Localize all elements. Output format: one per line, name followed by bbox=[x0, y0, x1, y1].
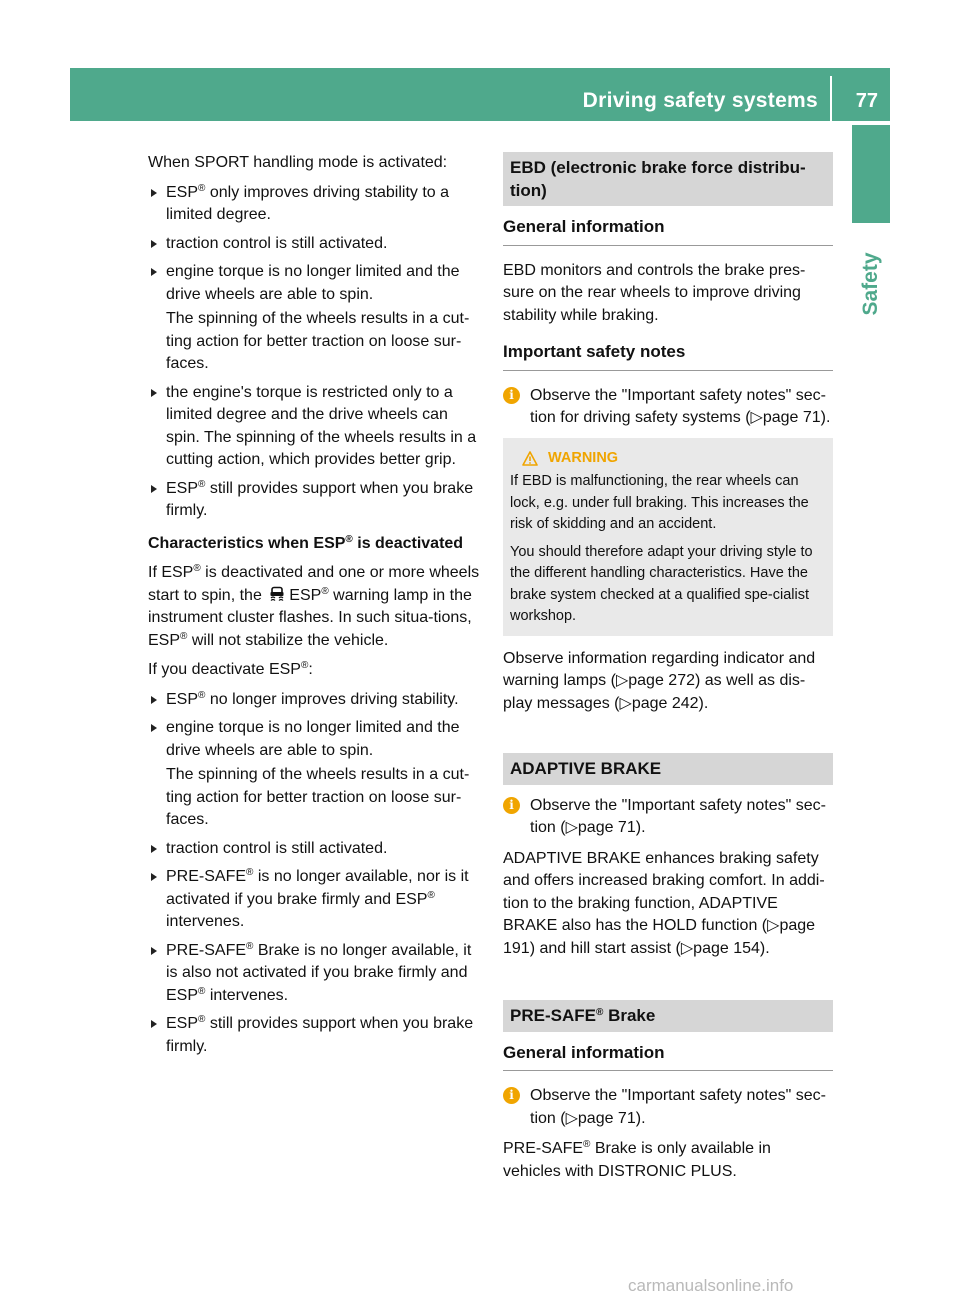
warning-box bbox=[503, 438, 833, 636]
warning-text: If EBD is malfunctioning, the rear wheels can lock, e.g. under full braking. This increases the risk of skidding and an accident. bbox=[510, 473, 809, 532]
page-link[interactable]: page 154 bbox=[693, 939, 760, 957]
page-arrow-icon: ▷ bbox=[619, 694, 632, 712]
ebd-safety-heading: Important safety notes bbox=[503, 341, 833, 371]
page-arrow-icon: ▷ bbox=[565, 1109, 578, 1127]
header-divider bbox=[830, 76, 832, 121]
list-item: the engine's torque is restricted only to a limited degree and the drive wheels can spin. The spinning of the wheels results in a cutting action, which provides better grip. bbox=[148, 382, 480, 472]
adaptive-info-note: i Observe the "Important safety notes" sec-tion (▷page 71). bbox=[503, 795, 833, 840]
warning-title: WARNING bbox=[548, 449, 619, 466]
ebd-general-text: EBD monitors and controls the brake pres-sure on the rear wheels to improve driving stability while braking. bbox=[503, 261, 806, 324]
page-arrow-icon: ▷ bbox=[615, 672, 629, 689]
warning-triangle-icon bbox=[522, 451, 538, 466]
ebd-heading: EBD (electronic brake force distribu-tion) bbox=[503, 152, 833, 206]
esp-warning-lamp-icon bbox=[269, 586, 285, 602]
info-icon: i bbox=[503, 1087, 520, 1104]
right-column bbox=[503, 152, 833, 1190]
list-item: traction control is still activated. bbox=[148, 233, 480, 256]
info-icon: i bbox=[503, 387, 520, 404]
list-item: ESP® only improves driving stability to a limited degree. bbox=[148, 182, 480, 227]
page-link[interactable]: page 242 bbox=[631, 694, 699, 712]
page-link[interactable]: page 71 bbox=[577, 819, 636, 836]
list-item-continuation: The spinning of the wheels results in a cut-ting action for better traction on loose sur-faces. bbox=[166, 766, 470, 828]
page-arrow-icon: ▷ bbox=[750, 409, 763, 426]
list-item: PRE-SAFE® Brake is no longer available, it is also not activated if you brake firmly and ESP® intervenes. bbox=[148, 940, 480, 1008]
page-arrow-icon: ▷ bbox=[767, 917, 780, 934]
page-arrow-icon: ▷ bbox=[565, 819, 578, 836]
section-tab-label: Safety bbox=[858, 252, 882, 316]
deactivate-intro: If you deactivate ESP®: bbox=[148, 660, 313, 678]
presafe-info-note: i Observe the "Important safety notes" sec-tion (▷page 71). bbox=[503, 1085, 833, 1130]
list-item: engine torque is no longer limited and the drive wheels are able to spin. bbox=[148, 261, 480, 306]
presafe-brake-text: PRE-SAFE® Brake is only available in vehicles with DISTRONIC PLUS. bbox=[503, 1139, 771, 1180]
left-column bbox=[148, 152, 480, 1064]
page-number: 77 bbox=[855, 90, 878, 112]
list-item: ESP® no longer improves driving stability. bbox=[148, 689, 480, 712]
observe-lamps-paragraph: Observe information regarding indicator and warning lamps (▷page 272) as well as dis-play messages (▷page 242). bbox=[503, 649, 816, 712]
sport-intro: When SPORT handling mode is activated: bbox=[148, 154, 448, 171]
presafe-general-heading: General information bbox=[503, 1042, 833, 1072]
page-header bbox=[70, 68, 890, 121]
section-tab-marker bbox=[852, 125, 890, 223]
info-icon: i bbox=[503, 797, 520, 814]
ebd-general-heading: General information bbox=[503, 216, 833, 246]
list-item: traction control is still activated. bbox=[148, 838, 480, 861]
esp-deactivated-paragraph: If ESP® is deactivated and one or more wheels start to spin, the ESP® warning lamp in the instrument cluster flashes. In such situa-tions, ESP® will not stabilize the vehicle. bbox=[148, 563, 480, 649]
page-arrow-icon: ▷ bbox=[680, 939, 694, 957]
list-item: engine torque is no longer limited and the drive wheels are able to spin. bbox=[148, 717, 480, 762]
page-link[interactable]: page 71 bbox=[577, 1109, 636, 1127]
adaptive-brake-text: ADAPTIVE BRAKE enhances braking safety and offers increased braking comfort. In addi-tion to the braking function, ADAPTIVE BRAKE also has the HOLD function (▷page 191) and hill start assist (▷page 154). bbox=[503, 849, 825, 957]
section-heading-esp-deactivated: Characteristics when ESP® is deactivated bbox=[148, 533, 464, 552]
adaptive-brake-heading: ADAPTIVE BRAKE bbox=[503, 753, 833, 785]
presafe-brake-heading: PRE-SAFE® Brake bbox=[503, 1000, 833, 1032]
section-tab[interactable] bbox=[852, 228, 890, 348]
list-item: ESP® still provides support when you brake firmly. bbox=[148, 478, 480, 523]
page-link[interactable]: page 272 bbox=[628, 672, 695, 689]
watermark: carmanualsonline.info bbox=[628, 1276, 794, 1295]
ebd-info-note: i Observe the "Important safety notes" sec-tion for driving safety systems (▷page 71). bbox=[503, 385, 833, 430]
warning-text: You should therefore adapt your driving style to the different handling characteristics. Have the brake system checked at a qualified spe-cialist workshop. bbox=[510, 543, 813, 624]
list-item: PRE-SAFE® is no longer available, nor is it activated if you brake firmly and ESP® intervenes. bbox=[148, 866, 480, 934]
page-link[interactable]: page 71 bbox=[762, 409, 821, 426]
page-link[interactable]: page 191 bbox=[503, 917, 816, 957]
header-title: Driving safety systems bbox=[582, 89, 818, 112]
list-item-continuation: The spinning of the wheels results in a cut-ting action for better traction on loose sur-faces. bbox=[166, 310, 470, 372]
list-item: ESP® still provides support when you brake firmly. bbox=[148, 1013, 480, 1058]
